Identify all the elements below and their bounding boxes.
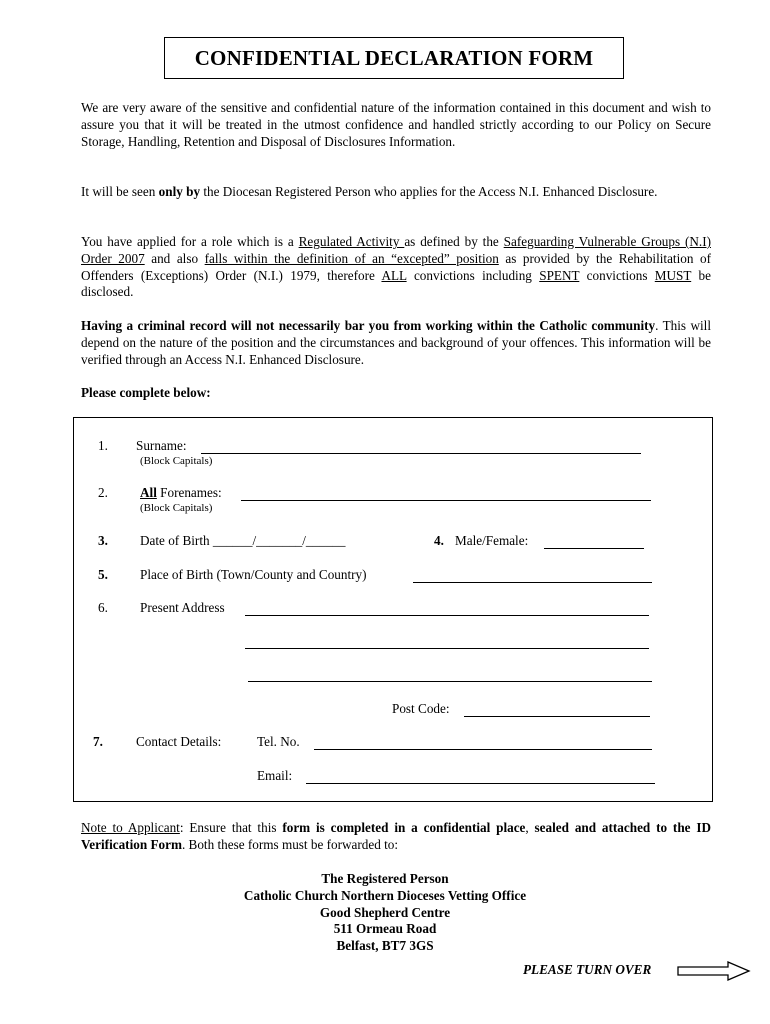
post-code-label: Post Code: [392, 701, 450, 716]
place-of-birth-label: Place of Birth (Town/County and Country) [140, 567, 367, 582]
please-turn-over: PLEASE TURN OVER [523, 962, 652, 977]
address-line-road: 511 Ormeau Road [333, 921, 437, 936]
field-5-number: 5. [98, 567, 108, 582]
address-line-office: Catholic Church Northern Dioceses Vetting Office [243, 888, 527, 903]
forenames-label: All Forenames: [140, 485, 222, 500]
forenames-input-line[interactable] [241, 500, 651, 501]
intro-paragraph-3: You have applied for a role which is a Regulated Activity as defined by the Safeguarding Vulnerable Groups (N.I) Order 2007 and also falls within the definition of an “excepted” position as provided by the Rehabilitation of Offenders (Exceptions) Order (N.I.) 1979, therefore ALL convictions including SPENT convictions MUST be disclosed. [81, 234, 711, 300]
address-line-3[interactable] [248, 681, 652, 682]
tel-label: Tel. No. [257, 734, 300, 749]
note-to-applicant: Note to Applicant: Ensure that this form is completed in a confidential place, sealed and attached to the ID Verification Form. Both these forms must be forwarded to: [81, 820, 711, 852]
complete-below-heading: Please complete below: [81, 385, 211, 400]
address-line-1[interactable] [245, 615, 649, 616]
address-line-city: Belfast, BT7 3GS [336, 938, 434, 953]
field-7-number: 7. [93, 734, 103, 749]
intro-paragraph-2: It will be seen only by the Diocesan Registered Person who applies for the Access N.I. Enhanced Disclosure. [81, 184, 658, 199]
email-label: Email: [257, 768, 293, 783]
surname-input-line[interactable] [201, 453, 641, 454]
address-line-centre: Good Shepherd Centre [319, 905, 451, 920]
field-4-number: 4. [434, 533, 444, 548]
forenames-note: (Block Capitals) [140, 502, 213, 514]
post-code-input-line[interactable] [464, 716, 650, 717]
contact-details-label: Contact Details: [136, 734, 222, 749]
email-input-line[interactable] [306, 783, 655, 784]
intro-paragraph-4: Having a criminal record will not necessarily bar you from working within the Catholic community. This will depend on the nature of the position and the circumstances and background of your offences. This information will be verified through an Access N.I. Enhanced Disclosure. [81, 318, 711, 367]
right-arrow-icon [676, 961, 752, 981]
gender-label: Male/Female: [455, 533, 529, 548]
present-address-label: Present Address [140, 600, 225, 615]
field-6-number: 6. [98, 600, 108, 615]
place-of-birth-input-line[interactable] [413, 582, 652, 583]
field-3-number: 3. [98, 533, 108, 548]
field-2-number: 2. [98, 485, 108, 500]
address-line-person: The Registered Person [321, 871, 449, 886]
intro-paragraph-1: We are very aware of the sensitive and confidential nature of the information contained in this document and wish to assure you that it will be treated in the utmost confidence and handled strictly according to our Policy on Secure Storage, Handling, Retention and Disposal of Disclosures Information. [81, 100, 711, 149]
date-of-birth-field[interactable]: Date of Birth ______/_______/______ [140, 533, 346, 548]
field-1-number: 1. [98, 438, 108, 453]
surname-label: Surname: [136, 438, 187, 453]
gender-input-line[interactable] [544, 548, 644, 549]
tel-input-line[interactable] [314, 749, 652, 750]
surname-note: (Block Capitals) [140, 455, 213, 467]
declaration-form [73, 417, 713, 802]
address-line-2[interactable] [245, 648, 649, 649]
page-title: CONFIDENTIAL DECLARATION FORM [164, 37, 624, 79]
